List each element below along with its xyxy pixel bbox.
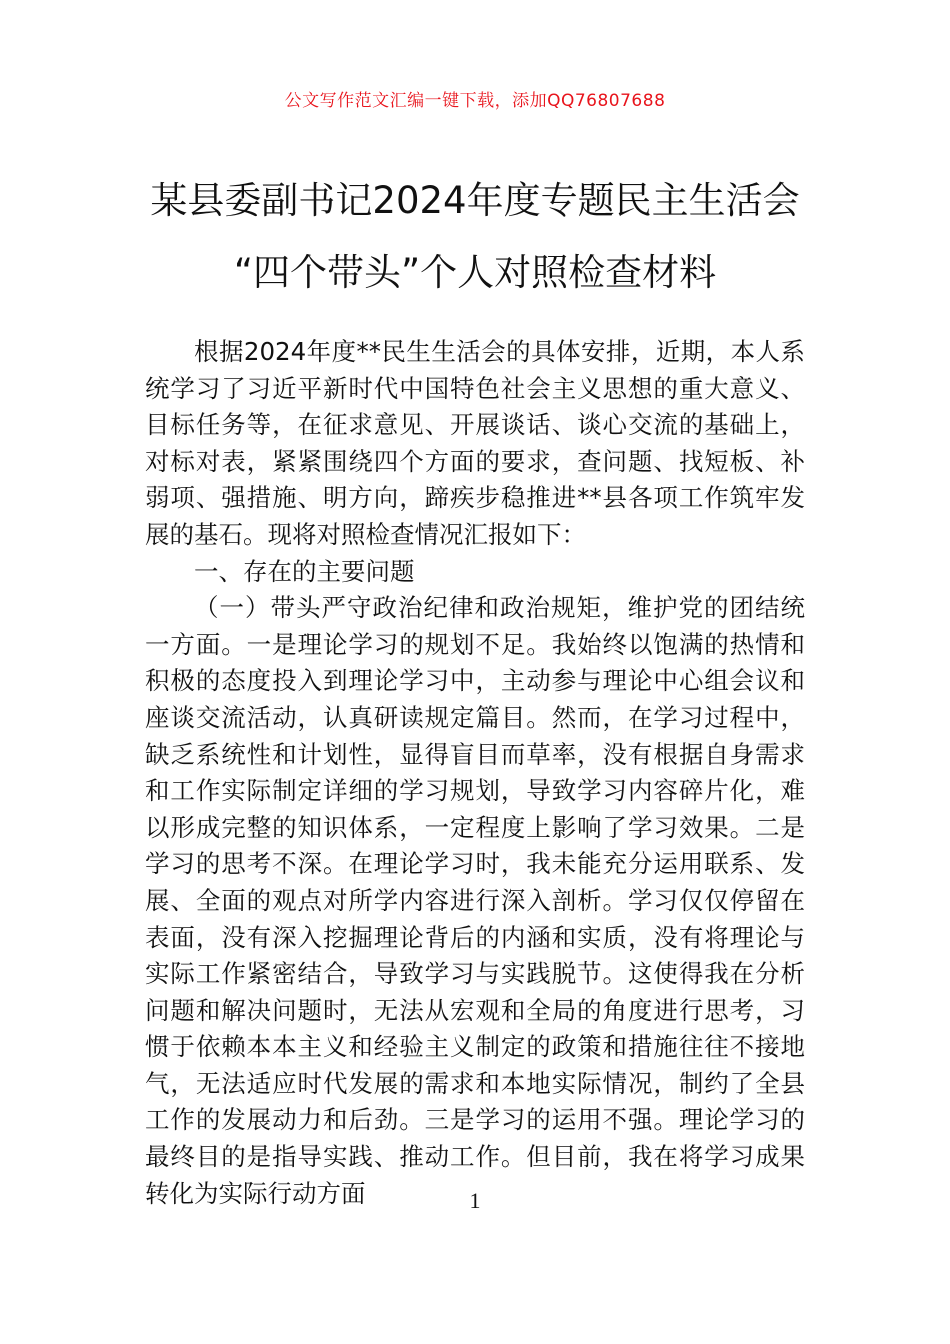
paragraph-intro: 根据2024年度**民生生活会的具体安排，近期，本人系统学习了习近平新时代中国特色社会主义思想的重大意义、目标任务等，在征求意见、开展谈话、谈心交流的基础上，对标对表，紧紧围绕四个方面的要求，查问题、找短板、补弱项、强措施、明方向，蹄疾步稳推进**县各项工作筑牢发展的基石。现将对照检查情况汇报如下： bbox=[145, 337, 805, 549]
section-heading-problems: 一、存在的主要问题 bbox=[194, 556, 415, 586]
document-title-line-2: “四个带头”个人对照检查材料 bbox=[233, 251, 717, 294]
page-number: 1 bbox=[469, 1188, 481, 1213]
document-title-line-1: 某县委副书记2024年度专题民主生活会 bbox=[150, 179, 800, 222]
promo-header: 公文写作范文汇编一键下载，添加QQ76807688 bbox=[284, 91, 666, 111]
paragraph-section-1: （一）带头严守政治纪律和政治规矩，维护党的团结统一方面。一是理论学习的规划不足。我始终以饱满的热情和积极的态度投入到理论学习中，主动参与理论中心组会议和座谈交流活动，认真研读规定篇目。然而，在学习过程中，缺乏系统性和计划性，显得盲目而草率，没有根据自身需求和工作实际制定详细的学习规划，导致学习内容碎片化，难以形成完整的知识体系，一定程度上影响了学习效果。二是学习的思考不深。在理论学习时，我未能充分运用联系、发展、全面的观点对所学内容进行深入剖析。学习仅仅停留在表面，没有深入挖掘理论背后的内涵和实质，没有将理论与实际工作紧密结合，导致学习与实践脱节。这使得我在分析问题和解决问题时，无法从宏观和全局的角度进行思考，习惯于依赖本本主义和经验主义制定的政策和措施往往不接地气，无法适应时代发展的需求和本地实际情况，制约了全县工作的发展动力和后劲。三是学习的运用不强。理论学习的最终目的是指导实践、推动工作。但目前，我在将学习成果转化为实际行动方面 bbox=[145, 593, 805, 1208]
document-body bbox=[145, 334, 805, 1212]
